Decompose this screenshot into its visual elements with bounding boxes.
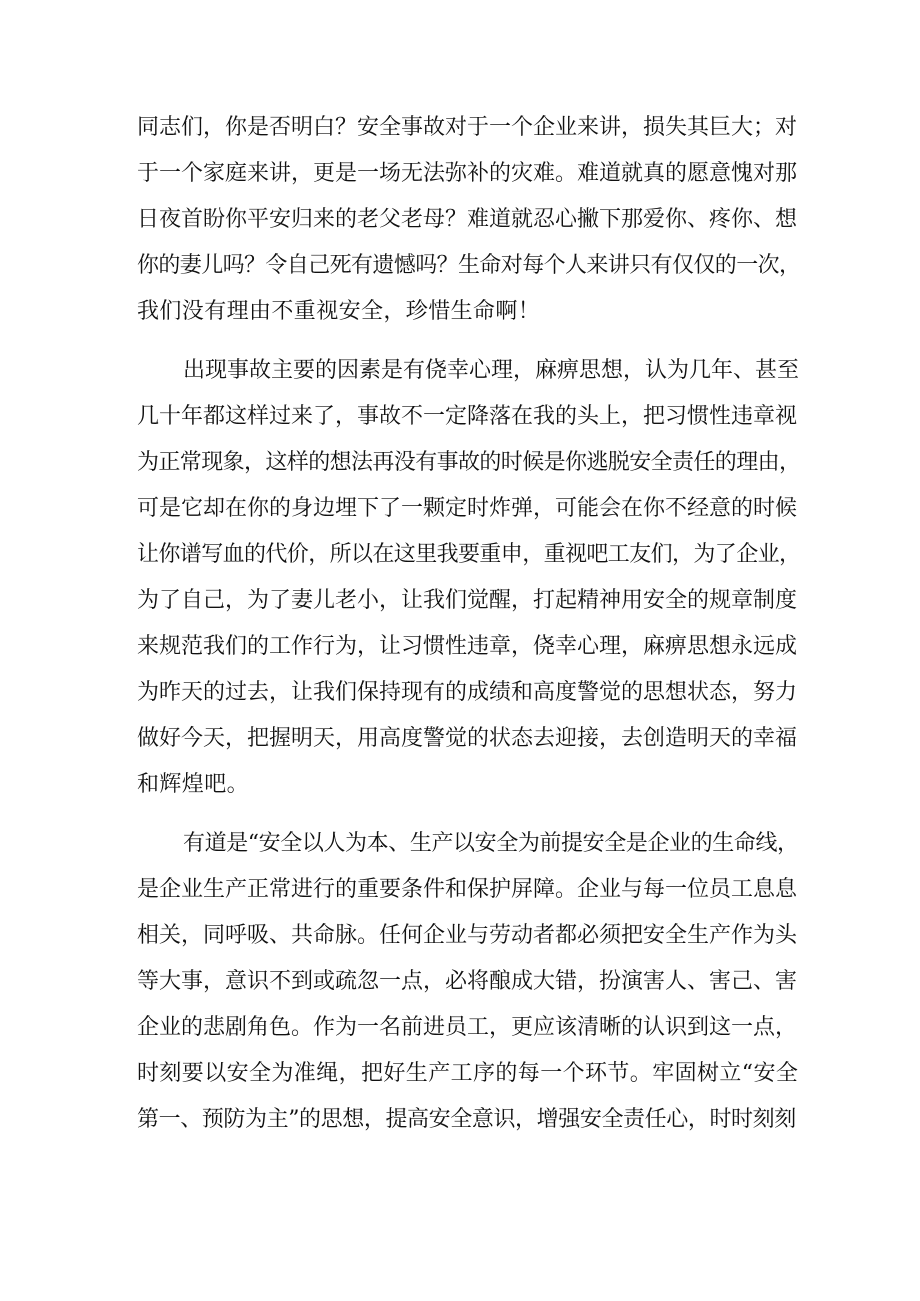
paragraph-2-line-4: 可是它却在你的身边埋下了一颗定时炸弹，可能会在你不经意的时候: [137, 496, 798, 521]
paragraph-2-line-9: 做好今天，把握明天，用高度警觉的状态去迎接，去创造明天的幸福: [137, 726, 798, 751]
paragraph-1-line-2: 于一个家庭来讲，更是一场无法弥补的灾难。难道就真的愿意愧对那: [137, 161, 798, 186]
paragraph-3-line-6: 时刻要以安全为准绳，把好生产工序的每一个环节。牢固树立“安全: [137, 1061, 799, 1086]
paragraph-2-line-8: 为昨天的过去，让我们保持现有的成绩和高度警觉的思想状态，努力: [137, 680, 798, 705]
paragraph-3-line-7: 第一、预防为主”的思想，提高安全意识，增强安全责任心，时时刻刻: [137, 1107, 796, 1132]
paragraph-3-line-3: 相关，同呼吸、共命脉。任何企业与劳动者都必须把安全生产作为头: [137, 923, 798, 948]
paragraph-3-line-4: 等大事，意识不到或疏忽一点，必将酿成大错，扮演害人、害己、害: [137, 969, 798, 994]
paragraph-1-line-5: 我们没有理由不重视安全，珍惜生命啊！: [137, 299, 541, 324]
paragraph-1-line-4: 你的妻儿吗？令自己死有遗憾吗？生命对每个人来讲只有仅仅的一次，: [137, 253, 801, 278]
paragraph-2-line-2: 几十年都这样过来了，事故不一定降落在我的头上，把习惯性违章视: [137, 404, 798, 429]
paragraph-3-line-2: 是企业生产正常进行的重要条件和保护屏障。企业与每一位员工息息: [137, 877, 798, 902]
paragraph-2-line-3: 为正常现象，这样的想法再没有事故的时候是你逃脱安全责任的理由，: [137, 450, 801, 475]
paragraph-2-line-1: 出现事故主要的因素是有侥幸心理，麻痹思想，认为几年、甚至: [183, 358, 800, 383]
paragraph-2-line-7: 来规范我们的工作行为，让习惯性违章，侥幸心理，麻痹思想永远成: [137, 634, 798, 659]
paragraph-1-line-1: 同志们，你是否明白？安全事故对于一个企业来讲，损失其巨大；对: [137, 115, 798, 140]
paragraph-3-line-5: 企业的悲剧角色。作为一名前进员工，更应该清晰的认识到这一点，: [137, 1015, 798, 1040]
paragraph-3-line-1: 有道是“安全以人为本、生产以安全为前提安全是企业的生命线，: [183, 831, 799, 856]
paragraph-2-line-5: 让你谱写血的代价，所以在这里我要重申，重视吧工友们，为了企业，: [137, 542, 801, 567]
paragraph-2-line-10: 和辉煌吧。: [137, 772, 250, 797]
paragraph-2-line-6: 为了自己，为了妻儿老小，让我们觉醒，打起精神用安全的规章制度: [137, 588, 798, 613]
paragraph-1-line-3: 日夜首盼你平安归来的老父老母？难道就忍心撇下那爱你、疼你、想: [137, 207, 798, 232]
